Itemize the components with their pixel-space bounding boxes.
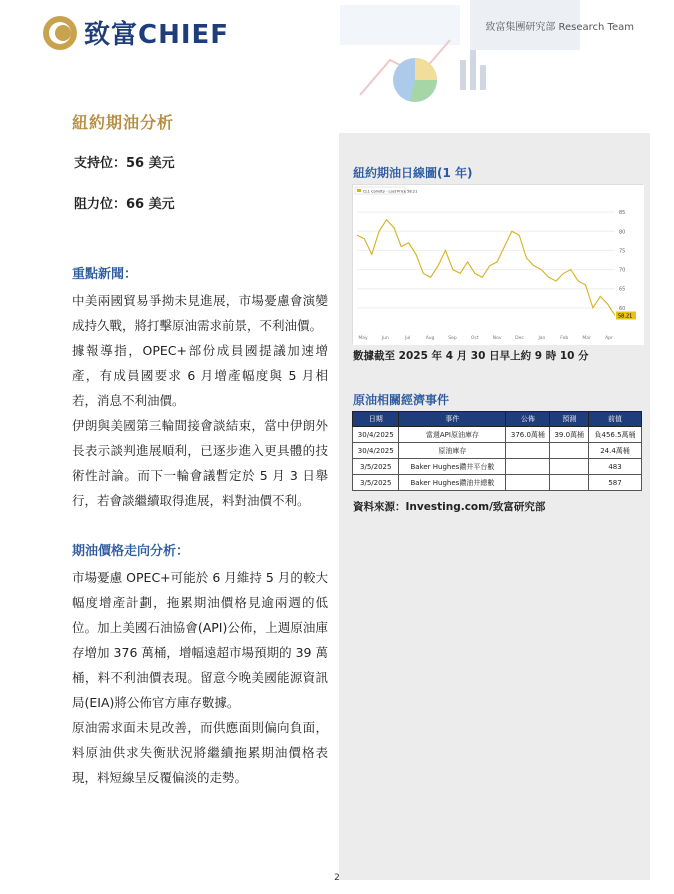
chart-background <box>353 185 644 345</box>
table-cell <box>506 443 550 459</box>
price-chart <box>352 184 643 344</box>
y-tick-label: 65 <box>619 286 626 293</box>
table-cell <box>550 459 589 475</box>
header-decoration-graphic <box>300 0 590 110</box>
table-cell: 原油庫存 <box>399 443 506 459</box>
data-source: 資料來源：Investing.com/致富研究部 <box>353 501 546 513</box>
x-tick-label: Nov <box>492 336 502 341</box>
x-tick-label: Jun <box>381 336 389 341</box>
company-logo <box>42 14 229 51</box>
table-cell: 24.4萬桶 <box>589 443 642 459</box>
x-tick-label: Apr <box>605 336 613 341</box>
commentary-column <box>72 263 328 790</box>
y-tick-label: 60 <box>619 305 626 312</box>
column-header: 預測 <box>550 412 589 427</box>
table-cell: Baker Hughes鑽井平台數 <box>399 459 506 475</box>
x-tick-label: Jul <box>405 336 411 341</box>
sidebar-panel <box>339 133 650 880</box>
news-paragraph: 伊朗與美國第三輪間接會談結束，當中伊朗外長表示談判進展順利，已逐步進入更具體的技術性討論。而下一輪會議暫定於 5 月 3 日舉行，若會談繼續取得進展，料對油價不利。 <box>72 418 328 508</box>
column-header: 事件 <box>399 412 506 427</box>
table-cell: 39.0萬桶 <box>550 427 589 443</box>
column-header: 公佈 <box>506 412 550 427</box>
table-cell: Baker Hughes鑽油井總數 <box>399 475 506 491</box>
x-tick-label: Feb <box>560 336 569 341</box>
news-paragraph: 中美兩國貿易爭拗未見進展，市場憂慮會演變成持久戰，將打擊原油需求前景，不利油價。 <box>72 293 328 333</box>
news-paragraph: 據報導指，OPEC+部份成員國提議加速增產，有成員國要求 6 月增產幅度與 5 月相若，消息不利油價。 <box>72 343 328 408</box>
logo-mark-icon <box>42 15 78 51</box>
legend-swatch <box>357 189 361 192</box>
table-row <box>353 443 642 459</box>
x-tick-label: Mar <box>582 336 591 341</box>
table-cell: 376.0萬桶 <box>506 427 550 443</box>
table-cell <box>550 475 589 491</box>
x-tick-label: Aug <box>425 336 435 341</box>
y-tick-label: 70 <box>619 267 626 274</box>
analysis-paragraph: 原油需求面未見改善，而供應面則偏向負面，料原油供求失衡狀況將繼續拖累期油價格表現，料短線呈反覆偏淡的走勢。 <box>72 720 328 785</box>
x-tick-label: Jan <box>538 336 546 341</box>
y-tick-label: 75 <box>619 248 626 255</box>
table-cell: 3/5/2025 <box>353 459 399 475</box>
x-tick-label: Oct <box>470 336 479 341</box>
table-cell: 負456.5萬桶 <box>589 427 642 443</box>
table-cell: 587 <box>589 475 642 491</box>
events-table-title: 原油相關經濟事件 <box>353 393 450 407</box>
table-cell: 3/5/2025 <box>353 475 399 491</box>
chart-data-note: 數據截至 2025 年 4 月 30 日早上約 9 時 10 分 <box>353 350 589 362</box>
column-header: 前值 <box>589 412 642 427</box>
page-title: 紐約期油分析 <box>72 113 175 132</box>
table-cell <box>506 459 550 475</box>
column-header: 日期 <box>353 412 399 427</box>
team-label: 致富集團研究部 Research Team <box>485 22 634 33</box>
support-level: 支持位：56 美元 <box>74 156 175 171</box>
x-tick-label: May <box>358 336 368 341</box>
page-header <box>0 0 674 110</box>
table-cell: 483 <box>589 459 642 475</box>
analysis-heading: 期油價格走向分析： <box>72 544 190 559</box>
table-header-row <box>353 412 642 427</box>
table-cell <box>550 443 589 459</box>
y-tick-label: 80 <box>619 229 626 236</box>
resistance-level: 阻力位：66 美元 <box>74 197 175 212</box>
page-number: 2 <box>334 873 340 883</box>
table-row <box>353 475 642 491</box>
x-tick-label: Dec <box>515 336 524 341</box>
x-tick-label: Sep <box>448 336 457 341</box>
y-tick-label: 85 <box>619 210 626 217</box>
events-table <box>352 411 642 491</box>
analysis-paragraph: 市場憂慮 OPEC+可能於 6 月維持 5 月的較大幅度增產計劃，拖累期油價格見逾兩週的低位。加上美國石油協會(API)公佈，上週原油庫存增加 376 萬桶，增幅遠超市場預期的 39 萬桶，料不利油價表現。留意今晚美國能源資訊局(EIA)將公佈官方庫存數據。 <box>72 570 328 710</box>
table-row <box>353 459 642 475</box>
table-cell: 30/4/2025 <box>353 427 399 443</box>
table-cell <box>506 475 550 491</box>
news-heading: 重點新聞： <box>72 267 138 282</box>
legend-label: CL1 Comdty - Last Price 58.21 <box>363 189 418 194</box>
table-cell: 30/4/2025 <box>353 443 399 459</box>
logo-text: 致富CHIEF <box>84 20 230 50</box>
chart-title: 紐約期油日線圖(1 年) <box>353 166 473 180</box>
price-chart-svg <box>353 185 644 345</box>
table-body <box>353 427 642 491</box>
last-price-label: 58.21 <box>618 313 633 320</box>
table-cell: 當週API原油庫存 <box>399 427 506 443</box>
table-row <box>353 427 642 443</box>
